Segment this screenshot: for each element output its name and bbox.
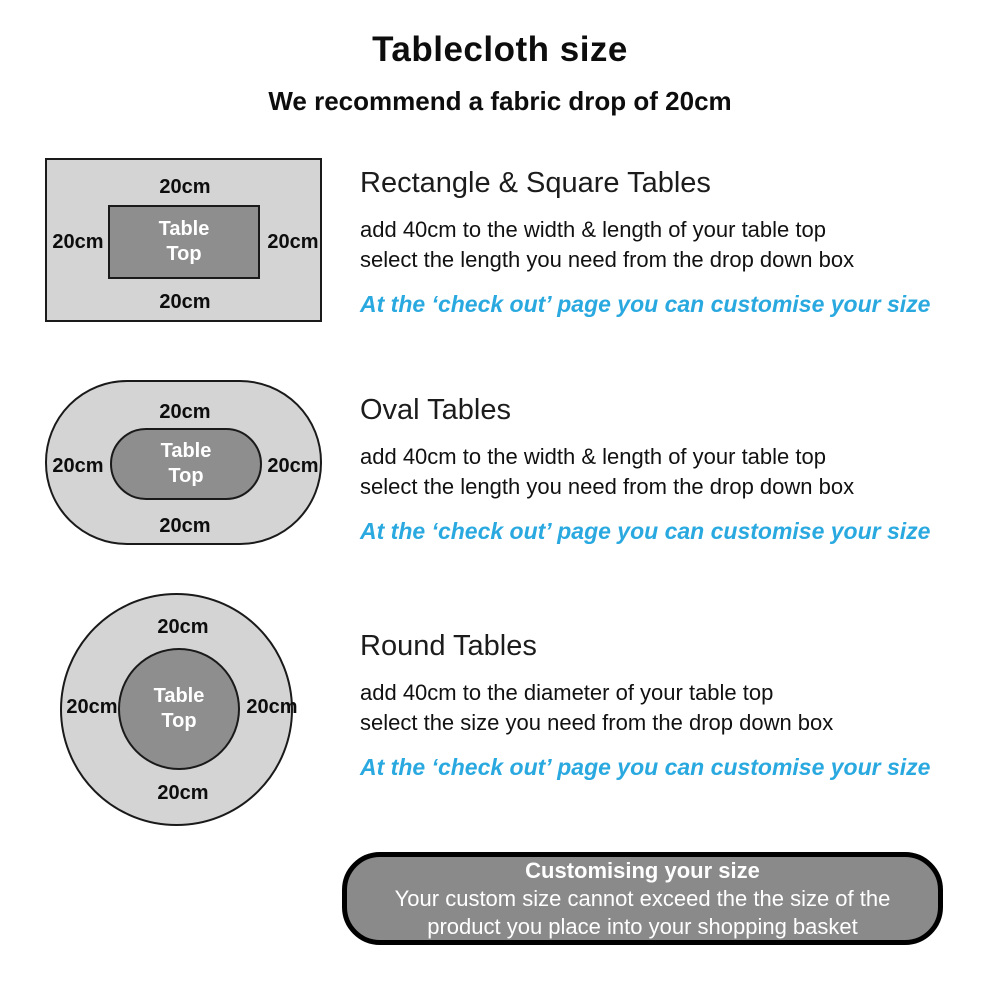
section-heading-round: Round Tables — [360, 630, 537, 662]
drop-label-right: 20cm — [246, 696, 298, 718]
drop-label-bottom: 20cm — [157, 782, 209, 804]
body-line-1: add 40cm to the diameter of your table top — [360, 680, 774, 705]
body-line-1: add 40cm to the width & length of your table top — [360, 444, 826, 469]
checkout-note-round: At the ‘check out’ page you can customise your size — [360, 754, 931, 780]
drop-label-right: 20cm — [267, 455, 319, 477]
round-section-text — [360, 629, 985, 781]
drop-label-bottom: 20cm — [159, 515, 211, 537]
drop-label-left: 20cm — [66, 696, 118, 718]
table-top-label-line2: Top — [168, 465, 204, 487]
table-top-label-line2: Top — [166, 243, 202, 265]
table-top-label-line1: Table — [160, 440, 212, 462]
page-subtitle: We recommend a fabric drop of 20cm — [268, 86, 732, 116]
round-tablecloth-diagram — [60, 593, 298, 826]
checkout-note-oval: At the ‘check out’ page you can customise your size — [360, 518, 931, 544]
drop-label-top: 20cm — [159, 401, 211, 423]
checkout-note-rectangle: At the ‘check out’ page you can customise your size — [360, 291, 931, 317]
oval-tablecloth-diagram — [45, 380, 322, 545]
customising-box-line-1: Your custom size cannot exceed the the size of the — [394, 885, 891, 911]
drop-label-top: 20cm — [157, 616, 209, 638]
section-heading-oval: Oval Tables — [360, 394, 511, 426]
page-title: Tablecloth size — [372, 30, 628, 69]
drop-label-left: 20cm — [52, 455, 104, 477]
body-line-2: select the length you need from the drop down box — [360, 247, 855, 272]
section-body-oval — [360, 442, 985, 502]
drop-label-right: 20cm — [267, 231, 319, 253]
section-body-rectangle — [360, 215, 985, 275]
table-top-label-line2: Top — [161, 710, 197, 732]
rectangle-section-text — [360, 166, 985, 318]
customising-box-line-2: product you place into your shopping basket — [427, 913, 858, 939]
body-line-1: add 40cm to the width & length of your table top — [360, 217, 826, 242]
section-body-round — [360, 678, 985, 738]
section-heading-rectangle: Rectangle & Square Tables — [360, 167, 711, 199]
customising-box-heading: Customising your size — [525, 857, 760, 883]
drop-label-top: 20cm — [159, 176, 211, 198]
drop-label-left: 20cm — [52, 231, 104, 253]
oval-section-text — [360, 393, 985, 545]
customising-size-box — [342, 852, 943, 945]
drop-label-bottom: 20cm — [159, 291, 211, 313]
body-line-2: select the length you need from the drop down box — [360, 474, 855, 499]
round-table-top — [118, 648, 240, 770]
body-line-2: select the size you need from the drop down box — [360, 710, 834, 735]
rectangle-table-top — [108, 205, 260, 279]
table-top-label-line1: Table — [158, 218, 210, 240]
table-top-label-line1: Table — [153, 685, 205, 707]
rectangle-tablecloth-diagram — [45, 158, 322, 322]
oval-table-top — [110, 428, 262, 500]
